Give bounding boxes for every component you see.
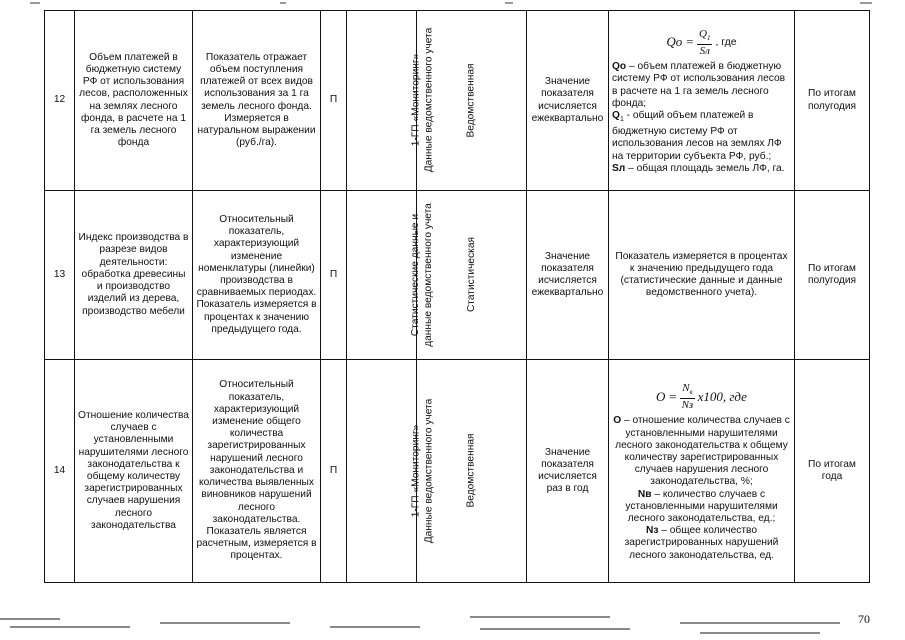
row-number: 14	[45, 360, 75, 583]
scan-bottom-artifacts	[0, 604, 905, 640]
data-source-cell	[347, 191, 434, 360]
indicator-description: Относительный показатель, характеризующий изменение номенклатуры (линейки) производства в сравниваемых периодах. Показатель измеряется в процентах к значению предыдущего года.	[193, 191, 321, 360]
row-number: 13	[45, 191, 75, 360]
indicator-mark: П	[321, 360, 347, 583]
indicator-name: Отношение количества случаев с установленными нарушителями лесного законодательства к общему количеству зарегистрированных случаев нарушения лесного законодательства	[75, 360, 193, 583]
periodicity: Значение показателя исчисляется раз в год	[527, 360, 609, 583]
data-source: 1-ГП «Мониторинг» Данные ведомственного учета	[410, 28, 435, 173]
reporting-deadline: По итогам года	[795, 360, 870, 583]
formula-legend: О – отношение количества случаев с установленными нарушителями лесного законодательства к общему количеству зарегистрированных случаев нарушения лесного законодательства, %; Nв – количество случаев с установленными нарушителями лесного законодательства, ед.; Nз – общее количество зарегистрированных нарушений лесного законодательства, ед.	[613, 415, 790, 561]
data-type: Ведомственная	[465, 63, 477, 138]
page-number: 70	[858, 612, 870, 626]
periodicity: Значение показателя исчисляется ежеквартально	[527, 191, 609, 360]
data-source: Статистические данные и данные ведомственного учета	[409, 203, 434, 347]
data-source-cell	[347, 11, 435, 191]
reporting-deadline: По итогам полугодия	[795, 11, 870, 191]
formula: O = $\frac{N_в}{Nз}$ x100, где	[656, 382, 747, 412]
indicator-name: Объем платежей в бюджетную систему РФ от использования лесов, расположенных на землях лесного фонда, в расчете на 1 га земель лесного фонда	[75, 11, 193, 191]
formula: Qo = $\frac{Q_1}{Sл}$ , где	[666, 27, 737, 58]
indicator-description: Относительный показатель, характеризующий изменение общего количества зарегистрированных нарушений лесного законодательства и количества выявленных виновников нарушений лесного законодательства. Показатель является расчетным, измеряется в процентах.	[193, 360, 321, 583]
indicator-mark: П	[321, 191, 347, 360]
calculation-method	[609, 11, 795, 191]
indicators-table	[44, 10, 870, 583]
indicator-name: Индекс производства в разрезе видов деятельности: обработка древесины и производство изделий из дерева, производство мебели	[75, 191, 193, 360]
data-source: 1-ГП «Мониторинг» Данные ведомственного учета	[410, 398, 435, 544]
table-row	[45, 191, 870, 360]
data-source-cell	[347, 360, 435, 583]
periodicity: Значение показателя исчисляется ежеквартально	[527, 11, 609, 191]
indicator-description: Показатель отражает объем поступления платежей от всех видов использования за 1 га земель лесного фонда. Измеряется в натуральном выражении (руб./га).	[193, 11, 321, 191]
row-number: 12	[45, 11, 75, 191]
calculation-method	[609, 360, 795, 583]
indicator-mark: П	[321, 11, 347, 191]
data-type: Ведомственная	[465, 433, 477, 508]
table-row	[45, 11, 870, 191]
reporting-deadline: По итогам полугодия	[795, 191, 870, 360]
table-row	[45, 360, 870, 583]
scan-top-artifacts	[0, 0, 905, 10]
calculation-method: Показатель измеряется в процентах к значению предыдущего года (статистические данные и данные ведомственного учета).	[609, 191, 795, 360]
formula-legend: Qo – объем платежей в бюджетную систему РФ от использования лесов в расчете на 1 га земель лесного фонда; $Q_1$ - общий объем платежей в бюджетную систему РФ от использования лесов на землях ЛФ на территории субъекта РФ, руб.; Sл – общая площадь земель ЛФ, га.	[612, 61, 786, 174]
data-type: Статистическая	[466, 237, 477, 313]
